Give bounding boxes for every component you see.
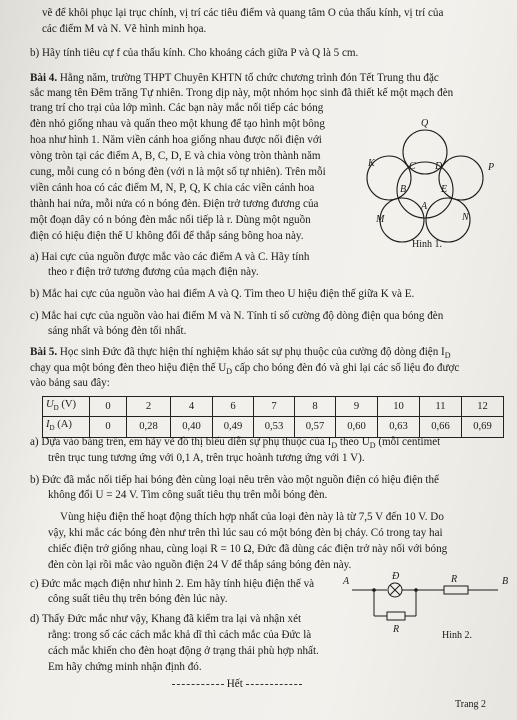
table-cell: 6 xyxy=(213,397,254,417)
label-K: K xyxy=(368,158,375,169)
figure-2-caption: Hình 2. xyxy=(442,630,472,641)
bai4-question-c: c) Mắc hai cực của nguồn vào hai điểm M và N. Tính tỉ số cường độ dòng điện qua bóng đèn xyxy=(30,310,444,322)
row-label-current: $I_D$ (A) xyxy=(43,417,90,437)
label-B: B xyxy=(400,184,407,195)
bai4-line9: thành hai nửa, mỗi nửa có n bóng đèn. Điện trở tương đương của xyxy=(30,198,319,210)
table-cell: 0,66 xyxy=(420,417,462,437)
bai4-line1: Bài 4. Hằng năm, trường THPT Chuyên KHTN tổ chức chương trình đón Tết Trung thu đặc xyxy=(30,72,439,84)
bai5-question-c-cont: công suất tiêu thụ trên bóng đèn lúc này. xyxy=(48,593,228,605)
table-cell: 8 xyxy=(295,397,336,417)
question-b: b) Hãy tính tiêu cự f của thấu kính. Cho khoảng cách giữa P và Q là 5 cm. xyxy=(30,47,359,59)
resistor-bottom xyxy=(387,612,405,620)
label-M: M xyxy=(376,214,385,225)
junction-dot xyxy=(414,588,418,592)
label-R-top: R xyxy=(451,574,458,585)
bai5-paragraph: đèn còn lại rồi mắc vào nguồn điện 24 V để thắp sáng bóng đèn này. xyxy=(48,559,352,571)
bai5-line1: Bài 5. Học sinh Đức đã thực hiện thí nghiệm khảo sát sự phụ thuộc của cường độ dòng điện $I_D$ xyxy=(30,346,451,361)
table-cell: 2 xyxy=(127,397,171,417)
label-E: E xyxy=(441,184,448,195)
bai5-question-d-cont: rằng: trong số các cách mắc khả dĩ thì cách mắc của Đức là xyxy=(48,629,312,641)
flower-petals xyxy=(367,130,483,242)
table-cell: 0,69 xyxy=(462,417,504,437)
bai5-label: Bài 5. xyxy=(30,346,58,358)
bai4-line4: đèn nhỏ giống nhau và quấn theo một khung để tạo hình một bông xyxy=(30,118,325,130)
bai4-line7: cung, mỗi cung có n bóng đèn (với n là một số tự nhiên). Trên mỗi xyxy=(30,166,326,178)
bai5-question-c: c) Đức mắc mạch điện như hình 2. Em hãy tính hiệu điện thế và xyxy=(30,578,315,590)
bai4-question-a-cont: theo r điện trở tương đương của mạch điện này. xyxy=(48,266,259,278)
label-N: N xyxy=(462,212,469,223)
bai4-line3: trang trí cho trại của lớp mình. Các bạn này mắc nối tiếp các bóng xyxy=(30,102,324,114)
table-cell: 0,53 xyxy=(254,417,295,437)
table-cell: 0,60 xyxy=(336,417,378,437)
bai4-line10: một đoạn dây có n bóng đèn mắc nối tiếp là r. Dùng một nguồn xyxy=(30,214,311,226)
label-C: C xyxy=(409,161,416,172)
bai4-question-c-cont: sáng nhất và bóng đèn tối nhất. xyxy=(48,325,187,337)
table-cell: 7 xyxy=(254,397,295,417)
bai5-question-d-cont: Em hãy chứng minh nhận định đó. xyxy=(48,661,202,673)
bai4-question-a: a) Hai cực của nguồn được mắc vào các điểm A và C. Hãy tính xyxy=(30,251,310,263)
bai5-paragraph: Vùng hiệu điện thế hoạt động thích hợp nhất của loại đèn này là từ 7,5 V đến 10 V. Do xyxy=(60,511,444,523)
bai5-question-b: b) Đức đã mắc nối tiếp hai bóng đèn cùng loại nêu trên vào một nguồn điện có hiệu điện thế xyxy=(30,474,439,486)
table-cell: 0,63 xyxy=(378,417,420,437)
label-Q: Q xyxy=(421,118,429,129)
junction-dot xyxy=(372,588,376,592)
dash-left xyxy=(172,684,224,685)
table-cell: 0 xyxy=(90,417,127,437)
bai4-line11: điện có hiệu điện thế U không đổi để thắp sáng bông hoa này. xyxy=(30,230,304,242)
label-R-bottom: R xyxy=(393,624,400,635)
bai4-question-b: b) Mắc hai cực của nguồn vào hai điểm A và Q. Tìm theo U hiệu điện thế giữa K và E. xyxy=(30,288,415,300)
table-cell: 9 xyxy=(336,397,378,417)
bai5-question-a: a) Dựa vào bảng trên, em hãy vẽ đồ thị biểu diễn sự phụ thuộc của $I_D$ theo $U_D$ (mỗi centimet xyxy=(30,436,441,451)
figure-1-flower xyxy=(362,116,512,254)
bai5-paragraph: chiếc điện trở giống nhau, cùng loại R = 10 Ω, Đức đã dùng các điện trở này nối với bóng xyxy=(48,543,448,555)
text-line: các điểm M và N. Vẽ hình minh họa. xyxy=(42,23,207,35)
bai5-question-d: d) Thấy Đức mắc như vậy, Khang đã kiểm tra lại và nhận xét xyxy=(30,613,302,625)
label-D: Đ xyxy=(392,571,400,582)
label-D: D xyxy=(435,161,443,172)
bai4-line2: sắc mang tên Đêm trăng Tự nhiên. Trong dịp này, một nhóm học sinh đã thiết kế một mạch đèn xyxy=(30,87,454,99)
resistor-top xyxy=(444,586,468,594)
table-cell: 12 xyxy=(462,397,504,417)
bai4-line5: hoa như hình 1. Năm viền cánh hoa giống nhau được nối điện với xyxy=(30,134,322,146)
bai4-line8: viền cánh hoa có các điểm M, N, P, Q, K chia các viền cánh hoa xyxy=(30,182,315,194)
petal-bottom-left xyxy=(380,198,424,242)
label-A: A xyxy=(421,201,428,212)
table-cell: 0,57 xyxy=(295,417,336,437)
table-cell: 4 xyxy=(171,397,213,417)
figure-2-circuit xyxy=(340,568,512,648)
measurement-table xyxy=(42,396,504,438)
bai4-label: Bài 4. xyxy=(30,72,58,84)
end-marker: Hết xyxy=(172,677,302,692)
table-cell: 0,49 xyxy=(213,417,254,437)
table-cell: 0,40 xyxy=(171,417,213,437)
label-B: B xyxy=(502,576,509,587)
bai5-question-b-cont: không đổi U = 24 V. Tìm công suất tiêu thụ trên mỗi bóng đèn. xyxy=(48,489,328,501)
bai5-paragraph: vậy, khi mắc các bóng đèn như trên thì lúc sau có một bóng đèn bị cháy. Có trong tay hai xyxy=(48,527,443,539)
bai5-question-a-cont: trên trục tung tương ứng với 0,1 A, trên trục hoành tương ứng với 1 V). xyxy=(48,452,365,464)
label-A: A xyxy=(343,576,350,587)
table-cell: 0 xyxy=(90,397,127,417)
bai5-question-d-cont: cách mắc khiến cho đèn hoạt động ở trạng thái phù hợp nhất. xyxy=(48,645,319,657)
page-number: Trang 2 xyxy=(455,699,487,710)
bai4-line6: vòng tròn tại các điểm A, B, C, D, E và chia vòng tròn thành năm xyxy=(30,150,321,162)
text-line: vẽ để khôi phục lại trục chính, vị trí các tiêu điểm và quang tâm O của thấu kính, vị trí của xyxy=(42,7,444,19)
row-label-voltage: $U_D$ (V) xyxy=(43,397,90,417)
dash-right xyxy=(246,684,302,685)
table-cell: 0,28 xyxy=(127,417,171,437)
table-cell: 11 xyxy=(420,397,462,417)
bai5-line3: vào bảng sau đây: xyxy=(30,377,110,389)
label-P: P xyxy=(488,162,495,173)
bai5-line2: chạy qua một bóng đèn theo hiệu điện thế $U_D$ cấp cho bóng đèn đó và ghi lại các số liệu đo được xyxy=(30,362,460,377)
table-cell: 10 xyxy=(378,397,420,417)
figure-1-caption: Hình 1. xyxy=(412,239,442,250)
table-row xyxy=(43,397,504,417)
